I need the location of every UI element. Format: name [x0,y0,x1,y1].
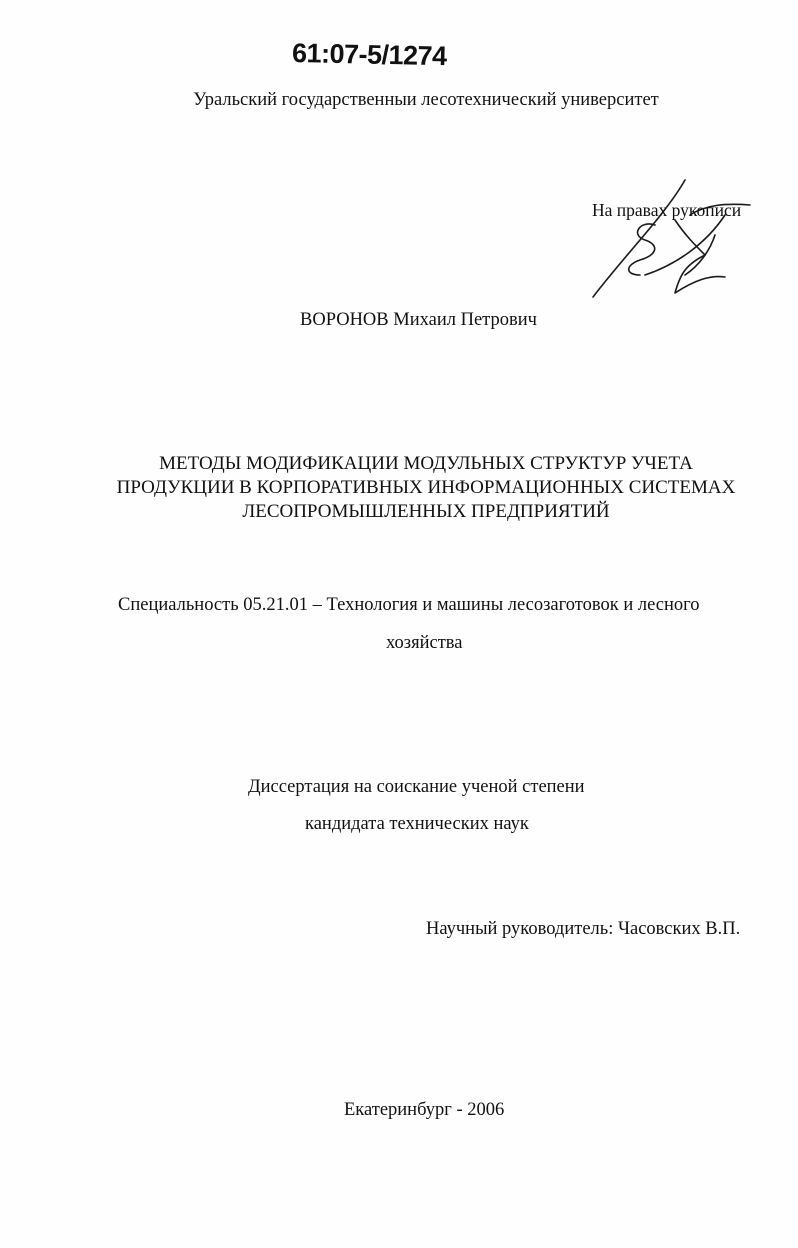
degree-line-1: Диссертация на соискание ученой степени [248,777,585,797]
signature-image [585,175,765,305]
specialty-line-1: Специальность 05.21.01 – Технология и машины лесозаготовок и лесного [118,595,700,615]
author-name: ВОРОНОВ Михаил Петрович [300,310,537,330]
signature-stroke-flourish [690,204,750,215]
title-line-3: ЛЕСОПРОМЫШЛЕННЫХ ПРЕДПРИЯТИЙ [242,501,610,522]
catalog-number: 61:07-5/1274 [291,38,447,72]
dissertation-title [0,452,798,524]
signature-stroke-tail [685,235,715,275]
title-line-1: МЕТОДЫ МОДИФИКАЦИИ МОДУЛЬНЫХ СТРУКТУР УЧЕТА [159,453,693,474]
university-name: Уральский государственныи лесотехнический университет [193,90,659,110]
specialty-line-2: хозяйства [386,633,463,653]
signature-stroke-cross [645,215,725,275]
manuscript-rights-note: На правах рукописи [592,200,742,220]
title-line-2: ПРОДУКЦИИ В КОРПОРАТИВНЫХ ИНФОРМАЦИОННЫХ СИСТЕМАХ [116,477,736,498]
signature-stroke-main [593,180,685,297]
scientific-supervisor: Научный руководитель: Часовских В.П. [426,919,741,939]
degree-line-2: кандидата технических наук [305,814,529,834]
city-and-year: Екатеринбург - 2006 [344,1100,505,1120]
